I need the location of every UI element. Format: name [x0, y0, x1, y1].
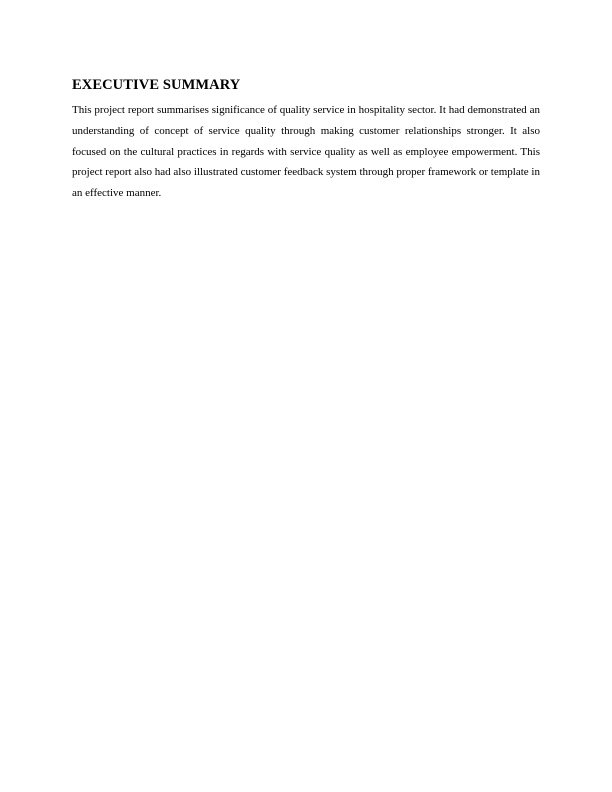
- section-heading: EXECUTIVE SUMMARY: [72, 77, 241, 93]
- summary-paragraph: This project report summarises significance of quality service in hospitality sector. It had demonstrated an understanding of concept of service quality through making customer relationships stronger. It also focused on the cultural practices in regards with service quality as well as employee empowerment. This project report also had also illustrated customer feedback system through proper framework or template in an effective manner.: [72, 104, 540, 200]
- executive-summary-section: [72, 76, 540, 204]
